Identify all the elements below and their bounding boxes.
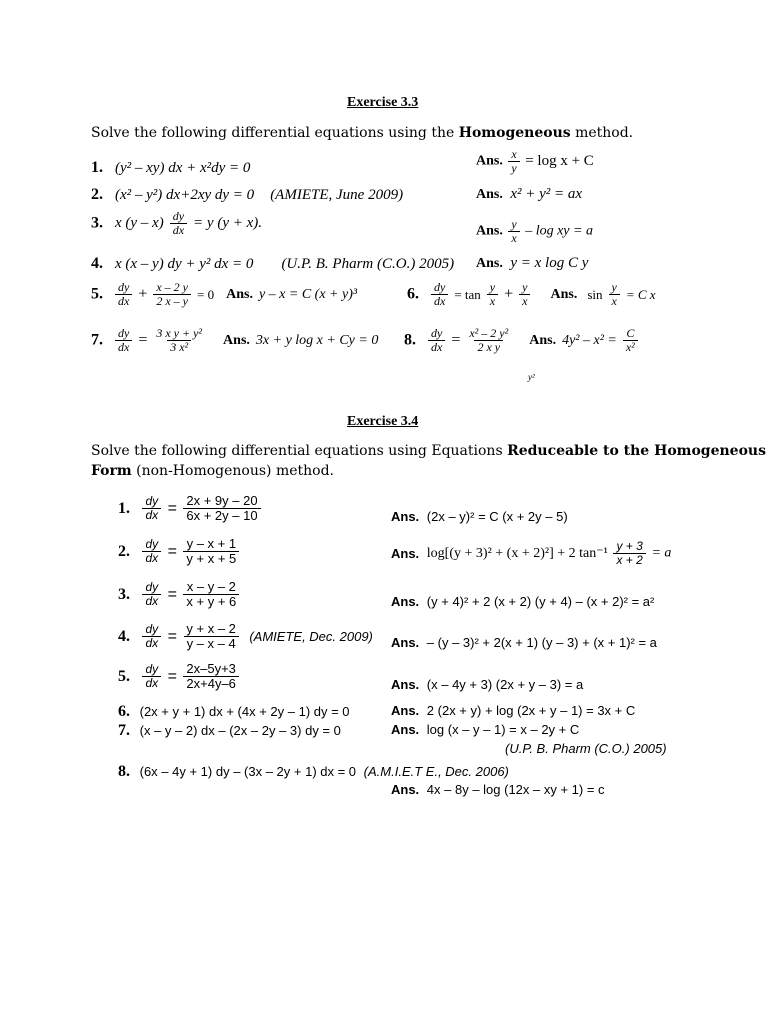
denominator: x² — [623, 340, 638, 354]
answer-text: (x – 4y + 3) (2x + y – 3) = a — [426, 677, 584, 692]
answer-text: y = x log C y — [510, 255, 589, 271]
answer-text: log (x – y – 1) = x – 2y + C — [426, 722, 580, 737]
answer-label: Ans. — [476, 153, 503, 169]
numerator: C — [626, 326, 635, 340]
exercise-3-3-title: Exercise 3.3 — [347, 95, 419, 110]
problem-number: 4. — [118, 627, 130, 645]
numerator: 2x–5y+3 — [186, 661, 236, 676]
answer-3 — [391, 595, 654, 608]
equation-part: = tan — [454, 287, 481, 303]
problem-4 — [118, 622, 373, 652]
derivative-fraction — [428, 327, 445, 354]
denominator: 6x + 2y – 10 — [183, 508, 260, 523]
answer-1 — [476, 148, 594, 175]
denominator: dx — [142, 676, 161, 690]
exercise-3-4-intro-line2 — [91, 464, 334, 478]
equation-fraction — [153, 327, 205, 354]
answer-rest: – log xy = a — [525, 223, 593, 239]
numerator: x – y – 2 — [186, 579, 236, 594]
answer-fraction — [609, 281, 620, 308]
plus-sign: + — [138, 285, 148, 303]
problem-equation: (2x + y + 1) dx + (4x + 2y – 1) dy = 0 — [139, 704, 350, 719]
problem-5 — [118, 662, 241, 692]
denominator: x — [487, 294, 498, 308]
numerator: x² – 2 y² — [469, 326, 509, 340]
equals-sign: = — [138, 331, 148, 349]
answer-text: (y + 4)² + 2 (x + 2) (y + 4) – (x + 2)² = a² — [426, 594, 655, 609]
problem-number: 7. — [118, 722, 130, 739]
equation-fraction — [183, 622, 239, 652]
answer-rest: = log x + C — [525, 153, 594, 170]
problem-6 — [407, 281, 656, 308]
intro-method: Homogeneous — [458, 125, 571, 141]
answer-fraction — [623, 327, 638, 354]
problem-number: 3. — [91, 214, 103, 232]
denominator: dx — [170, 223, 187, 237]
denominator: 2 x – y — [153, 294, 191, 308]
equals-sign: = — [167, 585, 177, 603]
problem-2 — [118, 537, 241, 567]
problem-6 — [118, 704, 350, 720]
answer-4 — [476, 256, 588, 271]
answer-label: Ans. — [550, 286, 578, 302]
derivative-fraction — [431, 281, 448, 308]
answer-label: Ans. — [476, 187, 503, 202]
denominator: dx — [142, 551, 161, 565]
answer-2 — [391, 540, 671, 567]
answer-text: 3x + y log x + Cy = 0 — [255, 332, 379, 348]
intro-text: Solve the following differential equations using the — [91, 125, 459, 141]
exercise-3-4-intro-line1 — [91, 444, 766, 458]
answer-2 — [476, 187, 582, 202]
problem-equation: x (x – y) dy + y² dx = 0 — [115, 256, 254, 272]
problem-number: 7. — [91, 331, 103, 349]
numerator: y — [522, 280, 528, 294]
equals-sign: = — [167, 499, 177, 517]
problem-8 — [118, 764, 509, 780]
equation-fraction — [183, 662, 239, 692]
denominator: 3 x² — [167, 340, 191, 354]
answer-label: Ans. — [391, 594, 420, 609]
numerator: y + 3 — [616, 539, 643, 553]
answer-text: x² + y² = ax — [510, 186, 583, 202]
derivative-fraction — [142, 623, 161, 650]
equals-sign: = — [167, 667, 177, 685]
derivative-fraction — [142, 581, 161, 608]
answer-label: Ans. — [391, 635, 420, 650]
answer-label: Ans. — [391, 722, 420, 737]
denominator: x — [609, 294, 620, 308]
answer-text: 2 (2x + y) + log (2x + y – 1) = 3x + C — [426, 703, 636, 718]
numerator: dy — [145, 662, 159, 677]
problem-number: 2. — [118, 542, 130, 560]
numerator: y — [511, 217, 517, 231]
denominator: 2 x y — [474, 340, 503, 354]
derivative-fraction — [142, 663, 161, 690]
answer-label: Ans. — [391, 509, 420, 524]
derivative-fraction — [142, 538, 161, 565]
equation-fraction — [519, 281, 530, 308]
problem-8 — [404, 327, 640, 354]
equation-part: = y (y + x). — [193, 215, 263, 232]
denominator: x + 2 — [613, 553, 645, 567]
numerator: dy — [431, 326, 443, 340]
problem-number: 6. — [407, 285, 419, 303]
problem-5 — [91, 281, 357, 308]
problem-equation: (6x – 4y + 1) dy – (3x – 2y + 1) dx = 0 — [139, 764, 357, 779]
answer-3 — [476, 218, 593, 245]
numerator: 3 x y + y² — [156, 326, 203, 340]
numerator: dy — [434, 280, 446, 294]
numerator: y – x + 1 — [186, 536, 237, 551]
derivative-fraction — [170, 210, 187, 237]
intro-method-end: Form — [91, 463, 132, 479]
intro-method: Reduceable to the Homogeneous — [507, 443, 766, 459]
problem-7-source: (U.P. B. Pharm (C.O.) 2005) — [505, 741, 667, 756]
answer-label: Ans. — [476, 256, 503, 271]
exercise-3-3-intro — [91, 126, 633, 140]
numerator: y — [611, 280, 617, 294]
problem-source: (U.P. B. Pharm (C.O.) 2005) — [281, 256, 455, 272]
answer-part: sin — [587, 287, 603, 303]
answer-text: (2x – y)² = C (x + 2y – 5) — [426, 509, 568, 524]
answer-label: Ans. — [529, 332, 557, 348]
equation-fraction — [487, 281, 498, 308]
answer-text: y – x = C (x + y)³ — [258, 286, 358, 302]
denominator: dx — [428, 340, 445, 354]
answer-label: Ans. — [223, 332, 250, 348]
derivative-fraction — [115, 327, 132, 354]
answer-rest: = a — [651, 545, 672, 561]
answer-text: – (y – 3)² + 2(x + 1) (y – 3) + (x + 1)² = a — [426, 635, 657, 650]
answer-part: log[(y + 3)² + (x + 2)²] + 2 tan⁻¹ — [426, 545, 608, 561]
numerator: dy — [145, 494, 159, 509]
denominator: y – x – 4 — [184, 636, 239, 651]
denominator: x + y + 6 — [183, 594, 239, 609]
problem-number: 8. — [118, 763, 130, 780]
answer-rest: = C x — [625, 287, 656, 303]
answer-fraction — [613, 540, 645, 567]
denominator: dx — [115, 294, 132, 308]
answer-label: Ans. — [391, 782, 420, 797]
answer-part: 4y² – x² = — [562, 332, 617, 348]
answer-1 — [391, 510, 568, 523]
problem-equation: (x – y – 2) dx – (2x – 2y – 3) dy = 0 — [139, 723, 341, 738]
equation-fraction — [183, 494, 260, 524]
numerator: y — [489, 280, 496, 294]
problem-number: 5. — [118, 667, 130, 685]
problem-7 — [118, 723, 341, 739]
answer-label: Ans. — [391, 703, 420, 718]
equation-fraction — [183, 580, 239, 610]
numerator: dy — [145, 622, 159, 637]
intro-text-end: (non-Homogenous) method. — [131, 463, 334, 479]
problem-1 — [91, 160, 250, 176]
numerator: dy — [118, 326, 130, 340]
denominator: dx — [142, 508, 161, 522]
answer-text: 4x – 8y – log (12x – xy + 1) = c — [426, 782, 605, 797]
equation-fraction — [466, 327, 511, 354]
numerator: dy — [118, 280, 130, 294]
problem-2 — [91, 187, 403, 203]
problem-4 — [91, 256, 454, 272]
problem-number: 1. — [91, 159, 103, 176]
derivative-fraction — [142, 495, 161, 522]
equation-part: x (y – x) — [115, 215, 164, 232]
denominator: dx — [142, 594, 161, 608]
denominator: x — [519, 294, 530, 308]
problem-7 — [91, 327, 378, 354]
answer-fraction — [508, 148, 519, 175]
numerator: dy — [145, 580, 159, 595]
equation-fraction — [183, 537, 239, 567]
numerator: y + x – 2 — [186, 621, 236, 636]
problem-number: 1. — [118, 499, 130, 517]
problem-3 — [118, 580, 241, 610]
plus-sign: + — [504, 285, 514, 303]
denominator: y — [508, 161, 519, 175]
answer-7 — [391, 723, 579, 736]
answer-label: Ans. — [391, 546, 420, 562]
answer-label: Ans. — [226, 286, 253, 302]
problem-3 — [91, 210, 262, 237]
denominator: dx — [115, 340, 132, 354]
answer-6 — [391, 704, 635, 717]
numerator: 2x + 9y – 20 — [186, 493, 258, 508]
equation-part: = 0 — [197, 287, 215, 303]
equation-fraction — [153, 281, 191, 308]
problem-number: 2. — [91, 186, 103, 203]
answer-4 — [391, 636, 657, 649]
problem-number: 3. — [118, 585, 130, 603]
answer-fraction — [508, 218, 519, 245]
problem-1 — [118, 494, 263, 524]
problem-number: 8. — [404, 331, 416, 349]
problem-equation: (y² – xy) dx + x²dy = 0 — [115, 160, 251, 176]
denominator: x — [508, 231, 519, 245]
answer-5 — [391, 678, 583, 691]
denominator: 2x+4y–6 — [183, 676, 239, 691]
denominator: dx — [142, 636, 161, 650]
problem-number: 5. — [91, 285, 103, 303]
problem-number: 6. — [118, 703, 130, 720]
numerator: x — [511, 147, 517, 161]
exercise-3-4-title: Exercise 3.4 — [347, 414, 419, 429]
problem-equation: (x² – y²) dx+2xy dy = 0 — [115, 187, 255, 203]
denominator: dx — [431, 294, 448, 308]
answer-8 — [391, 783, 605, 796]
equals-sign: = — [167, 627, 177, 645]
derivative-fraction — [115, 281, 132, 308]
numerator: x – 2 y — [156, 280, 189, 294]
equals-sign: = — [167, 542, 177, 560]
problem-source: (AMIETE, Dec. 2009) — [249, 629, 373, 645]
intro-text-end: method. — [570, 125, 634, 141]
problem-source: (A.M.I.E.T E., Dec. 2006) — [363, 764, 509, 779]
answer-label: Ans. — [391, 677, 420, 692]
stray-mark: y² — [528, 372, 535, 382]
answer-label: Ans. — [476, 223, 503, 239]
problem-source: (AMIETE, June 2009) — [270, 187, 404, 203]
denominator: y + x + 5 — [183, 551, 239, 566]
equals-sign: = — [451, 331, 461, 349]
numerator: dy — [145, 537, 159, 552]
problem-number: 4. — [91, 255, 103, 272]
numerator: dy — [172, 209, 185, 223]
intro-text: Solve the following differential equations using Equations — [91, 443, 508, 459]
